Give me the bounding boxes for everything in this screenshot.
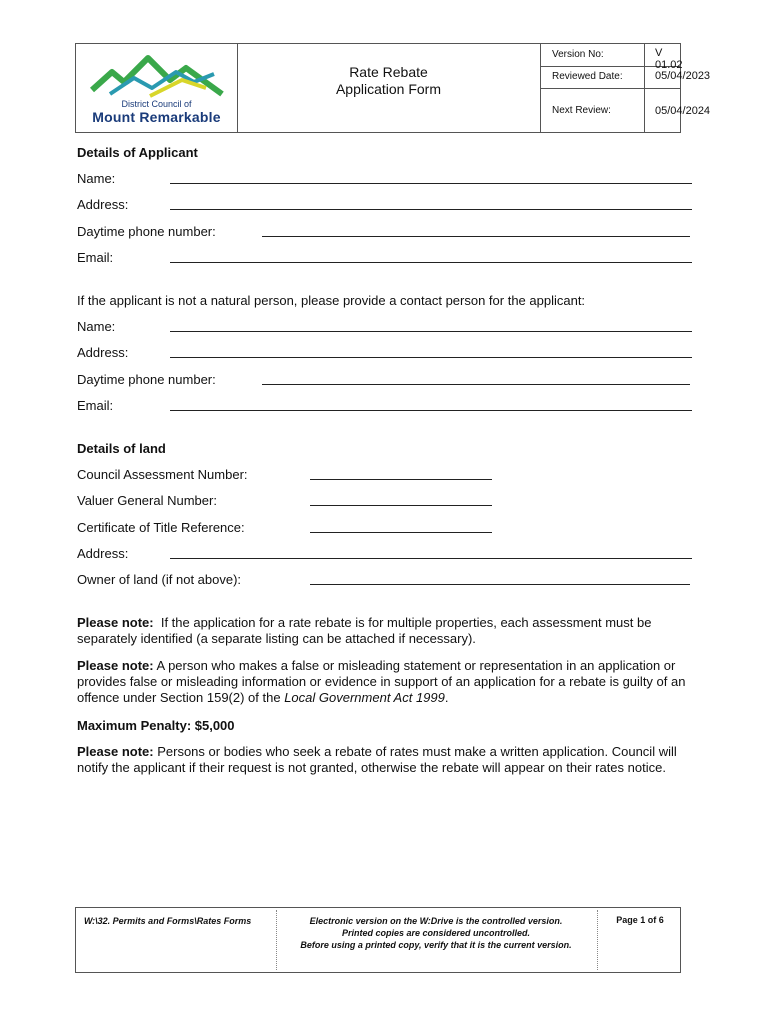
applicant-email-field[interactable] xyxy=(170,262,692,263)
form-title-line2: Application Form xyxy=(335,81,442,97)
contact-phone-label: Daytime phone number: xyxy=(77,372,216,387)
note1-text: If the application for a rate rebate is for multiple properties, each assessment must be separately identified (a separate listing can be attached if necessary). xyxy=(77,615,652,646)
footer-control-line3: Before using a printed copy, verify that it is the current version. xyxy=(300,940,572,950)
contact-name-field[interactable] xyxy=(170,331,692,332)
title-reference-label: Certificate of Title Reference: xyxy=(77,520,245,535)
next-review-value: 05/04/2024 xyxy=(655,105,711,117)
council-logo xyxy=(76,44,238,132)
title-reference-field[interactable] xyxy=(310,532,492,533)
contact-address-field[interactable] xyxy=(170,357,692,358)
applicant-phone-field[interactable] xyxy=(262,236,690,237)
land-heading: Details of land xyxy=(77,441,166,456)
footer-control-line1: Electronic version on the W:Drive is the controlled version. xyxy=(309,916,563,926)
note-label: Please note: xyxy=(77,744,154,759)
contact-intro: If the applicant is not a natural person, please provide a contact person for the applicant: xyxy=(77,293,586,308)
footer-divider xyxy=(597,910,598,970)
logo-name-text: Mount Remarkable xyxy=(92,109,221,125)
note-false-statement xyxy=(77,658,692,706)
contact-phone-field[interactable] xyxy=(262,384,690,385)
note-written-application xyxy=(77,744,692,776)
next-review-label: Next Review: xyxy=(552,105,611,116)
form-title xyxy=(237,64,540,98)
valuer-general-field[interactable] xyxy=(310,505,492,506)
land-address-field[interactable] xyxy=(170,558,692,559)
assessment-number-field[interactable] xyxy=(310,479,492,480)
land-owner-label: Owner of land (if not above): xyxy=(77,572,242,587)
applicant-name-field[interactable] xyxy=(170,183,692,184)
footer-divider xyxy=(276,910,277,970)
applicant-heading: Details of Applicant xyxy=(77,145,198,160)
page-number: Page 1 of 6 xyxy=(616,915,664,925)
contact-email-field[interactable] xyxy=(170,410,692,411)
contact-address-label: Address: xyxy=(77,345,129,360)
note3-text: Persons or bodies who seek a rebate of rates must make a written application. Council will notify the applicant if their request is not granted, otherwise the rebate will appear on their rates notice. xyxy=(77,744,677,775)
reviewed-label: Reviewed Date: xyxy=(552,71,623,82)
note2-text: A person who makes a false or misleading statement or representation in an application or provides false or misleading information or evidence in support of an application for a rebate is guilty of an offence under Section 159(2) of the xyxy=(77,658,686,705)
meta-divider xyxy=(644,44,645,132)
footer-control-line2: Printed copies are considered uncontrolled. xyxy=(341,928,531,938)
document-header xyxy=(75,43,711,133)
note-multiple-properties xyxy=(77,615,692,647)
reviewed-value: 05/04/2023 xyxy=(655,70,711,82)
act-name: Local Government Act 1999 xyxy=(284,690,445,705)
note-label: Please note: xyxy=(77,615,154,630)
valuer-general-label: Valuer General Number: xyxy=(77,493,217,508)
note2-end: . xyxy=(444,690,449,705)
logo-council-text: District Council of xyxy=(121,99,192,109)
mountain-logo-icon xyxy=(90,50,224,100)
version-value: V 01.02 xyxy=(655,47,683,71)
version-label: Version No: xyxy=(552,49,604,60)
contact-email-label: Email: xyxy=(77,398,114,413)
form-title-cell xyxy=(237,44,541,132)
applicant-email-label: Email: xyxy=(77,250,114,265)
land-owner-field[interactable] xyxy=(310,584,690,585)
footer-file-path: W:\32. Permits and Forms\Rates Forms xyxy=(84,916,252,926)
land-address-label: Address: xyxy=(77,546,129,561)
applicant-phone-label: Daytime phone number: xyxy=(77,224,216,239)
note-label: Please note: xyxy=(77,658,154,673)
form-title-line1: Rate Rebate xyxy=(349,64,428,80)
maximum-penalty: Maximum Penalty: $5,000 xyxy=(77,718,235,733)
assessment-number-label: Council Assessment Number: xyxy=(77,467,248,482)
applicant-address-field[interactable] xyxy=(170,209,692,210)
footer-control-notice xyxy=(281,915,591,951)
contact-name-label: Name: xyxy=(77,319,116,334)
applicant-address-label: Address: xyxy=(77,197,129,212)
document-footer xyxy=(75,907,681,973)
applicant-name-label: Name: xyxy=(77,171,116,186)
